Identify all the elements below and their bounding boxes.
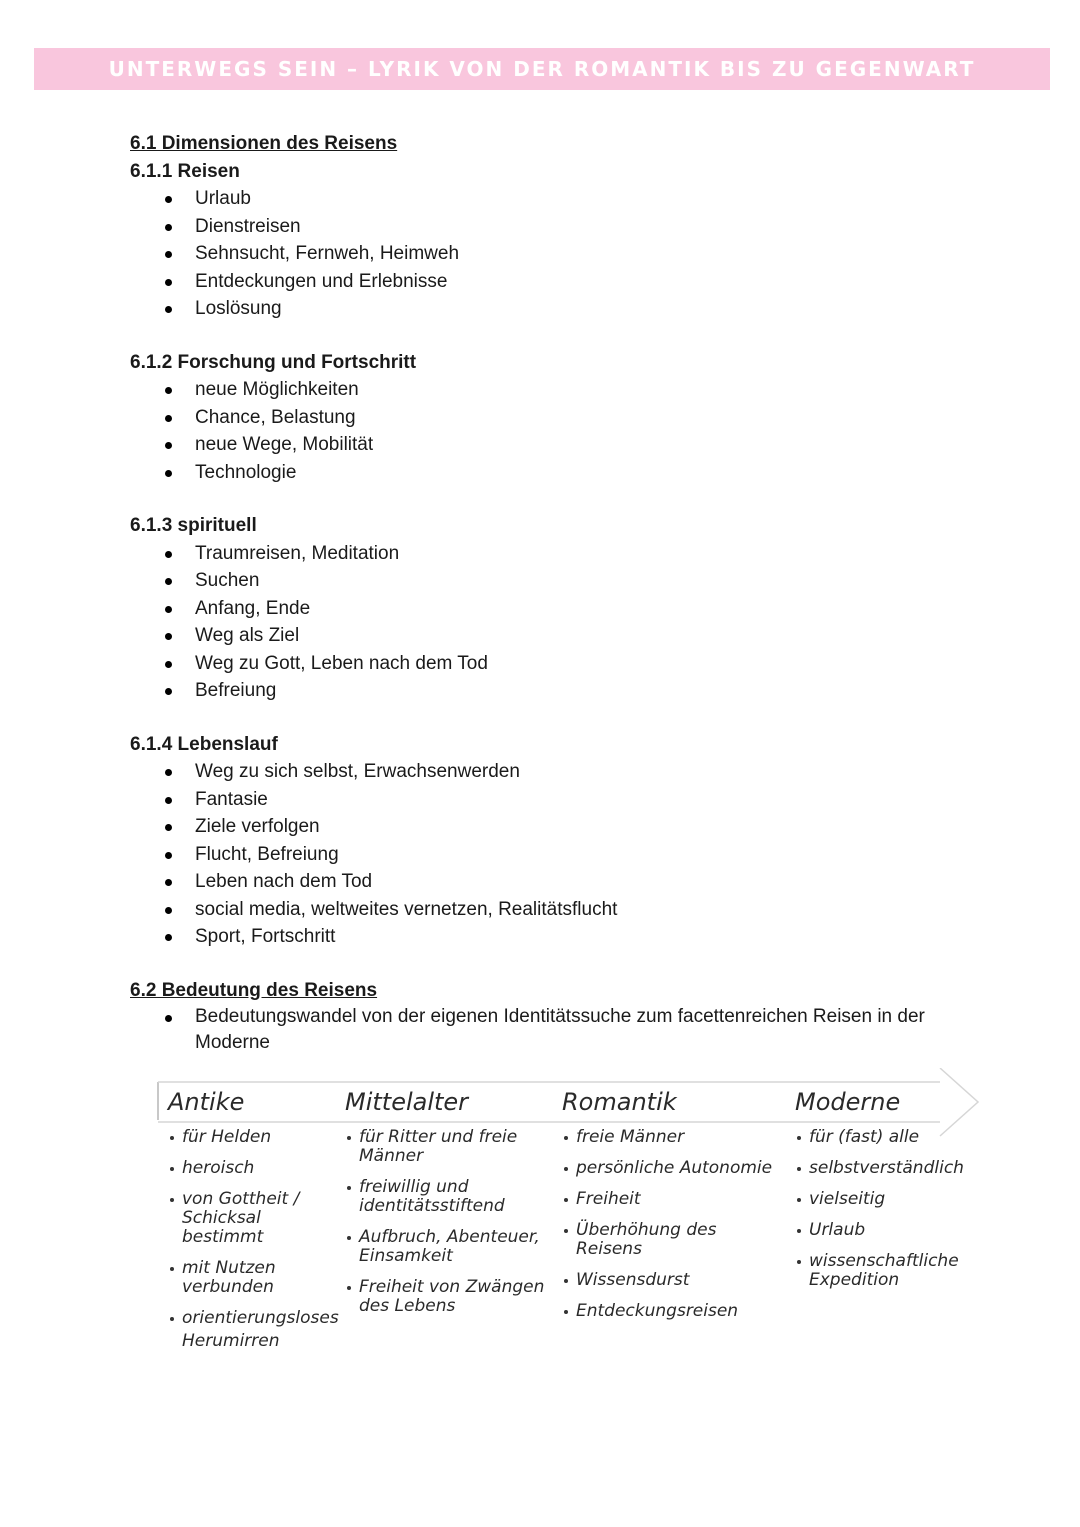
list-item: Technologie (130, 459, 950, 487)
list-item: Freiheit von Zwängen des Lebens (345, 1278, 545, 1316)
list-item: für (fast) alle (795, 1128, 985, 1147)
list-item: Flucht, Befreiung (130, 841, 950, 869)
list-item: Ziele verfolgen (130, 813, 950, 841)
section-6-1-4-title: 6.1.4 Lebenslauf (130, 733, 278, 755)
list-item: Urlaub (130, 185, 950, 213)
list-lebenslauf (130, 758, 950, 951)
list-item: von Gottheit / Schicksal bestimmt (168, 1190, 343, 1247)
list-item: Sehnsucht, Fernweh, Heimweh (130, 240, 950, 268)
section-6-1-title: 6.1 Dimensionen des Reisens (130, 133, 398, 154)
list-item: mit Nutzen verbunden (168, 1259, 343, 1297)
list-item: Chance, Belastung (130, 404, 950, 432)
list-item: Freiheit (562, 1190, 782, 1209)
list-item: Entdeckungen und Erlebnisse (130, 268, 950, 296)
timeline-heading: Mittelalter (345, 1088, 469, 1116)
page-banner: UNTERWEGS SEIN – LYRIK VON DER ROMANTIK BIS ZU GEGENWART (34, 48, 1050, 90)
section-6-2-title: 6.2 Bedeutung des Reisens (130, 979, 378, 1001)
list-item: freie Männer (562, 1128, 782, 1147)
list-item: Sport, Fortschritt (130, 923, 950, 951)
list-item: Urlaub (795, 1221, 985, 1240)
list-item: social media, weltweites vernetzen, Realitätsflucht (130, 896, 950, 924)
list-item: neue Wege, Mobilität (130, 431, 950, 459)
list-item: heroisch (168, 1159, 343, 1178)
list-item: Weg zu sich selbst, Erwachsenwerden (130, 758, 950, 786)
list-item: Leben nach dem Tod (130, 868, 950, 896)
list-item: Überhöhung des Reisens (562, 1221, 782, 1259)
list-item: wissenschaftliche Expedition (795, 1252, 985, 1290)
timeline-heading: Moderne (795, 1088, 901, 1116)
list-item: Herumirren (182, 1331, 280, 1351)
list-item: Weg als Ziel (130, 622, 950, 650)
list-item: Suchen (130, 567, 950, 595)
list-item: für Helden (168, 1128, 343, 1147)
list-item: neue Möglichkeiten (130, 376, 950, 404)
list-item: Befreiung (130, 677, 950, 705)
list-item: persönliche Autonomie (562, 1159, 782, 1178)
list-item: Bedeutungswandel von der eigenen Identitätssuche zum facettenreichen Reisen in der Moderne (130, 1004, 950, 1056)
section-6-1-1-title: 6.1.1 Reisen (130, 160, 240, 182)
list-item: freiwillig und identitätsstiftend (345, 1178, 545, 1216)
timeline-col-antike (168, 1088, 343, 1363)
list-item: für Ritter und freie Männer (345, 1128, 545, 1166)
section-6-1-3-title: 6.1.3 spirituell (130, 515, 257, 536)
list-item: Weg zu Gott, Leben nach dem Tod (130, 650, 950, 678)
list-item: Aufbruch, Abenteuer, Einsamkeit (345, 1228, 545, 1266)
list-item: Anfang, Ende (130, 595, 950, 623)
handwritten-timeline (140, 1068, 990, 1368)
list-item: Traumreisen, Meditation (130, 540, 950, 568)
timeline-col-romantik (562, 1088, 782, 1333)
list-spirituell (130, 540, 950, 705)
list-item: Wissensdurst (562, 1271, 782, 1290)
section-6-1-2-title: 6.1.2 Forschung und Fortschritt (130, 351, 417, 373)
list-bedeutung (130, 1004, 950, 1056)
timeline-col-moderne (795, 1088, 985, 1302)
list-item: vielseitig (795, 1190, 985, 1209)
list-item: orientierungsloses (168, 1309, 343, 1328)
list-item: selbstverständlich (795, 1159, 985, 1178)
timeline-heading: Antike (168, 1088, 245, 1116)
timeline-col-mittelalter (345, 1088, 545, 1328)
list-forschung (130, 376, 950, 486)
list-item: Entdeckungsreisen (562, 1302, 782, 1321)
timeline-heading: Romantik (562, 1088, 677, 1116)
list-item: Loslösung (130, 295, 950, 323)
list-item: Fantasie (130, 786, 950, 814)
list-item: Dienstreisen (130, 213, 950, 241)
notes-content (130, 130, 950, 1056)
list-reisen (130, 185, 950, 323)
